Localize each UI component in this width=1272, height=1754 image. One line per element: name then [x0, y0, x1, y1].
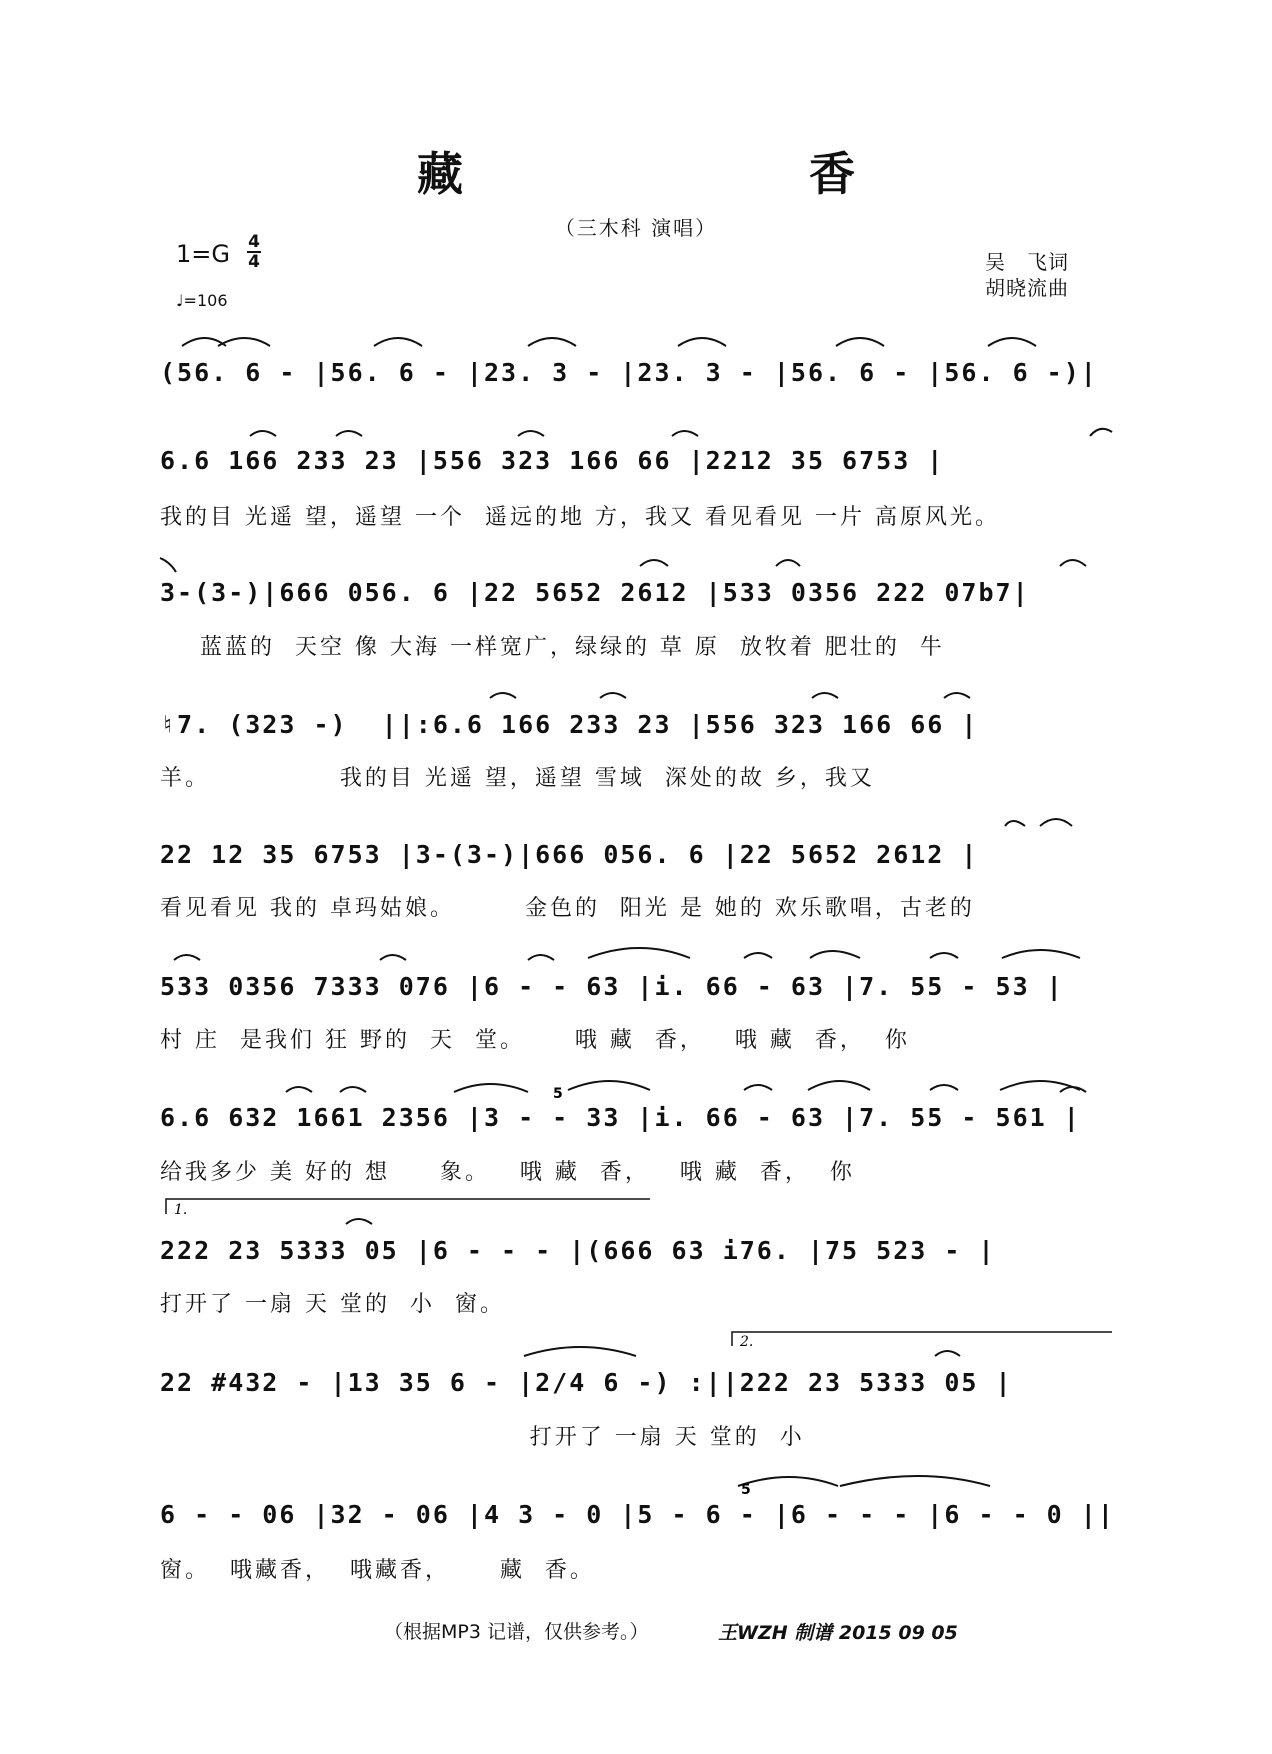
key-signature: 1=G [176, 240, 230, 268]
lyric-row-6: 村 庄 是我们 狂 野的 天 堂。 哦 藏 香， 哦 藏 香， 你 [160, 1028, 910, 1053]
notation-row-1: (56. 6 - |56. 6 - |23. 3 - |23. 3 - |56. 6 - |56. 6 -)| [160, 358, 1098, 387]
slur [490, 693, 516, 698]
notation-row-10: 6 - - 06 |32 - 06 |4 3 - 0 |5 - 6 - |6 - - - |6 - - 0 || [160, 1500, 1115, 1529]
slur [840, 1476, 990, 1486]
lyric-row-4: 羊。 我的目 光遥 望，遥望 雪域 深处的故 乡，我又 [160, 766, 875, 791]
volta-2-bracket [732, 1332, 1112, 1346]
slur [930, 953, 958, 958]
notation-row-3: 3-(3-)|666 056. 6 |22 5652 2612 |533 0356 222 07b7| [160, 578, 1030, 607]
slur [286, 1087, 312, 1092]
slur [600, 693, 626, 698]
volta-1-bracket [166, 1199, 650, 1214]
volta-brackets [166, 1199, 1112, 1346]
slur [340, 1087, 366, 1092]
volta-1-label: 1. [174, 1202, 188, 1218]
composer-credit: 胡晓流曲 [985, 276, 1069, 300]
footer-signature: 王WZH 制谱 2015 09 05 [718, 1622, 958, 1644]
slur [1002, 950, 1080, 958]
song-title: 藏 香 [417, 147, 1005, 201]
slur [1005, 821, 1025, 826]
slur [518, 431, 544, 436]
slur [336, 431, 362, 436]
tempo-marking: ♩=106 [176, 291, 228, 310]
lyricist-credit: 吴 飞词 [985, 250, 1069, 274]
footer-note: （根据MP3 记谱，仅供参考。） [384, 1621, 649, 1643]
slur [808, 1081, 870, 1090]
slur [640, 560, 668, 566]
slur [250, 431, 276, 436]
notation-row-6: 533 0356 7333 076 |6 - - 63 |i. 66 - 63 |7. 55 - 53 | [160, 972, 1064, 1001]
lyric-row-7: 给我多少 美 好的 想 象。 哦 藏 香， 哦 藏 香， 你 [160, 1160, 855, 1185]
lyric-row-9: 打开了 一扇 天 堂的 小 [160, 1425, 805, 1450]
slur [528, 955, 554, 960]
slur [528, 338, 576, 346]
slur [930, 1085, 958, 1090]
slur [1060, 560, 1086, 566]
slur [374, 338, 422, 346]
lyric-row-8: 打开了 一扇 天 堂的 小 窗。 [160, 1292, 505, 1317]
slur [380, 955, 406, 960]
slur [1040, 819, 1072, 826]
slur [738, 1477, 838, 1486]
slur [568, 1081, 650, 1090]
notation-row-4: ♮7. (323 -) ||:6.6 166 233 23 |556 323 166 66 | [160, 710, 979, 739]
slur [160, 558, 176, 572]
grace-note-2: 5 [741, 1482, 751, 1498]
slur [454, 1084, 528, 1092]
notation-row-8: 222 23 5333 05 |6 - - - |(666 63 i76. |75 523 - | [160, 1236, 996, 1265]
grace-note-1: 5 [553, 1086, 563, 1102]
lyric-row-10: 窗。 哦藏香， 哦藏香， 藏 香。 [160, 1558, 595, 1583]
slur [672, 431, 698, 436]
slur [935, 1351, 960, 1356]
slur [744, 953, 772, 958]
slur [678, 338, 726, 346]
slur [174, 955, 200, 960]
slur [836, 338, 884, 346]
notation-row-7: 6.6 632 1661 2356 |3 - - 33 |i. 66 - 63 |7. 55 - 561 | [160, 1103, 1081, 1132]
slur [988, 338, 1036, 346]
time-signature-bottom: 4 [248, 252, 260, 272]
notation-row-5: 22 12 35 6753 |3-(3-)|666 056. 6 |22 5652 2612 | [160, 840, 979, 869]
slur [1060, 1087, 1086, 1092]
notation-row-9: 22 #432 - |13 35 6 - |2/4 6 -) :||222 23 5333 05 | [160, 1368, 1013, 1397]
time-signature-top: 4 [248, 232, 260, 252]
volta-2-label: 2. [740, 1334, 754, 1350]
lyric-row-5: 看见看见 我的 卓玛姑娘。 金色的 阳光 是 她的 欢乐歌唱，古老的 [160, 896, 975, 921]
lyric-row-3: 蓝蓝的 天空 像 大海 一样宽广，绿绿的 草 原 放牧着 肥壮的 牛 [160, 635, 945, 660]
notation-row-2: 6.6 166 233 23 |556 323 166 66 |2212 35 6753 | [160, 446, 945, 475]
slur [524, 1347, 636, 1356]
performer-credit: （三木科 演唱） [554, 216, 718, 240]
slur [346, 1219, 372, 1224]
slur [1090, 429, 1112, 436]
slur [944, 693, 970, 698]
slur [588, 948, 690, 958]
slur-marks [160, 338, 1112, 1486]
slur [812, 693, 838, 698]
slur [744, 1085, 772, 1090]
slur [776, 560, 800, 566]
lyric-row-2: 我的目 光遥 望，遥望 一个 遥远的地 方，我又 看见看见 一片 高原风光。 [160, 505, 1000, 530]
slur [810, 951, 860, 958]
